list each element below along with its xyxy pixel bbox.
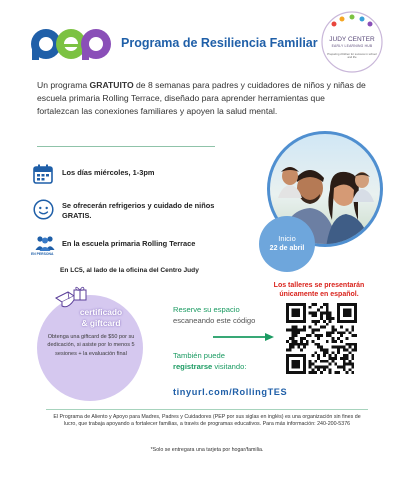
divider — [37, 146, 215, 147]
qr-code[interactable] — [286, 303, 357, 374]
register-visit: registrarse visitando: — [173, 362, 247, 371]
language-note: Los talleres se presentarán únicamente en español. — [273, 282, 365, 298]
judy-center-tagline: Preparing children for success in school and life — [327, 52, 377, 60]
footer-note: *Solo se entregara una tarjeta por hogar/familia. — [150, 447, 264, 453]
gift-title: certificado & giftcard — [79, 307, 123, 328]
refreshments-text: Se ofrecerán refrigerios y cuidado de niños GRATIS. — [62, 201, 215, 220]
people-icon — [35, 235, 55, 251]
intro-emphasis: GRATUITO — [89, 80, 134, 90]
register-also: También puede — [173, 351, 225, 360]
footer-text: El Programa de Aliento y Apoyo para Madres, Padres y Cuidadores (PEP por sus siglas en inglés) es una organización sin fines de lucro, que trabaja apoyando a fortalecer familias, a través de programas educativos. Para más información: 240-200-5376 — [53, 414, 361, 428]
footer-divider — [46, 409, 368, 410]
start-date: 22 de abril — [269, 245, 305, 252]
smile-icon — [33, 199, 54, 220]
pep-logo — [30, 28, 112, 60]
arrow-right-icon — [213, 332, 275, 342]
program-title: Programa de Resiliencia Familiar — [121, 36, 318, 50]
venue-text: En la escuela primaria Rolling Terrace — [62, 239, 196, 248]
registration-link[interactable]: tinyurl.com/RollingTES — [173, 387, 288, 397]
schedule-text: Los días miércoles, 1-3pm — [62, 168, 155, 177]
location-text: En LC5, al lado de la oficina del Centro Judy — [60, 267, 199, 274]
intro-paragraph: Un programa GRATUITO de 8 semanas para padres y cuidadores de niños y niñas de escuela primaria Rolling Terrace, diseñado para aprender herramientas que fortalezcan las conexiones familiares y apoyen la salud mental. — [37, 80, 366, 116]
judy-center-subtitle: EARLY LEARNING HUB — [331, 44, 373, 48]
in-person-tag: EN PERSONA — [31, 252, 54, 256]
start-label: Inicio — [278, 234, 296, 243]
judy-center-name: JUDY CENTER — [329, 36, 375, 43]
start-date-badge — [258, 215, 316, 273]
gift-description: Obtenga una giftcard de $50 por su dedicación, si asiste por lo menos 5 sesiones + la evaluación final — [47, 334, 135, 357]
calendar-icon — [33, 164, 53, 184]
register-sub: escaneando este código — [173, 316, 256, 325]
register-heading: Reserve su espacio — [173, 305, 240, 314]
